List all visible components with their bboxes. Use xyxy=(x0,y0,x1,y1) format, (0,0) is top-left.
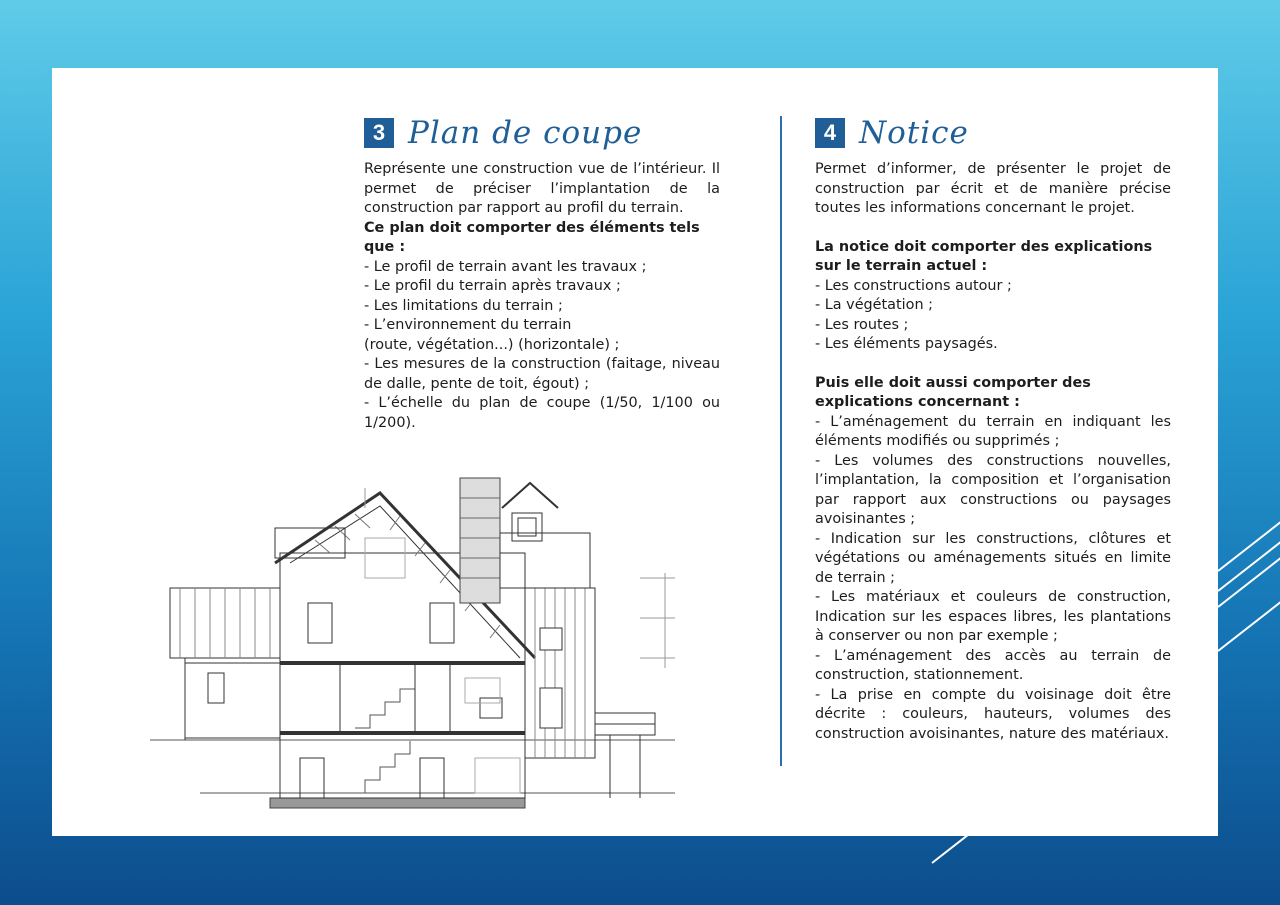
section-title: Notice xyxy=(859,115,969,151)
list-item: - Les limitations du terrain ; xyxy=(364,297,563,314)
intro-text: Représente une construction vue de l’intérieur. Il permet de préciser l’implantation de la construction par rapport au profil du terrain. xyxy=(364,161,720,216)
column-divider xyxy=(780,116,782,766)
decorative-line xyxy=(931,835,968,864)
list-item: - Les éléments paysagés. xyxy=(815,336,998,352)
section-number-badge: 3 xyxy=(364,118,394,148)
house-section-drawing-icon xyxy=(140,468,680,828)
list-item: - Le profil du terrain après travaux ; xyxy=(364,278,621,294)
list-item: - Indication sur les constructions, clôtures et végétations ou aménagements situés en limite de terrain ; xyxy=(815,530,1171,586)
list-item: - Les mesures de la construction (faitage, niveau de dalle, pente de toit, égout) ; xyxy=(364,356,720,392)
list-item: - Les volumes des constructions nouvelles, l’implantation, la composition et l’organisation par rapport aux constructions ou paysages avoisinantes ; xyxy=(815,452,1171,527)
list-item: - La prise en compte du voisinage doit être décrite : couleurs, hauteurs, volumes des construction avoisinantes, nature des matériaux. xyxy=(815,686,1171,742)
list-item: - L’environnement du terrain xyxy=(364,317,572,333)
intro-text: Permet d’informer, de présenter le projet de construction par écrit et de manière précise toutes les informations concernant le projet. xyxy=(815,161,1171,216)
list-item: - L’aménagement du terrain en indiquant les éléments modifiés ou supprimés ; xyxy=(815,413,1171,449)
list-item: - L’aménagement des accès au terrain de construction, stationnement. xyxy=(815,647,1171,683)
slide-card xyxy=(52,68,1218,836)
section-heading xyxy=(815,116,1171,150)
section-plan-de-coupe xyxy=(364,116,720,433)
decorative-line xyxy=(1217,551,1280,608)
lead-text: La notice doit comporter des explications sur le terrain actuel : xyxy=(815,238,1153,274)
list-item: - Les matériaux et couleurs de construction, Indication sur les espaces libres, les plantations à conserver ou non par exemple ; xyxy=(815,589,1171,644)
lead-text: Ce plan doit comporter des éléments tels que : xyxy=(364,219,700,255)
list-item: - Le profil de terrain avant les travaux ; xyxy=(364,258,647,275)
section-notice xyxy=(815,116,1171,744)
list-item: - L’échelle du plan de coupe (1/50, 1/100 ou 1/200). xyxy=(364,395,720,431)
section-number-badge: 4 xyxy=(815,118,845,148)
section-title: Plan de coupe xyxy=(408,115,643,151)
decorative-line xyxy=(1217,595,1280,652)
list-item: (route, végétation...) (horizontale) ; xyxy=(364,336,620,353)
section-heading xyxy=(364,116,720,150)
lead-text: Puis elle doit aussi comporter des explications concernant : xyxy=(815,374,1091,410)
list-item: - Les routes ; xyxy=(815,316,909,333)
list-item: - Les constructions autour ; xyxy=(815,277,1012,294)
list-item: - La végétation ; xyxy=(815,297,933,313)
